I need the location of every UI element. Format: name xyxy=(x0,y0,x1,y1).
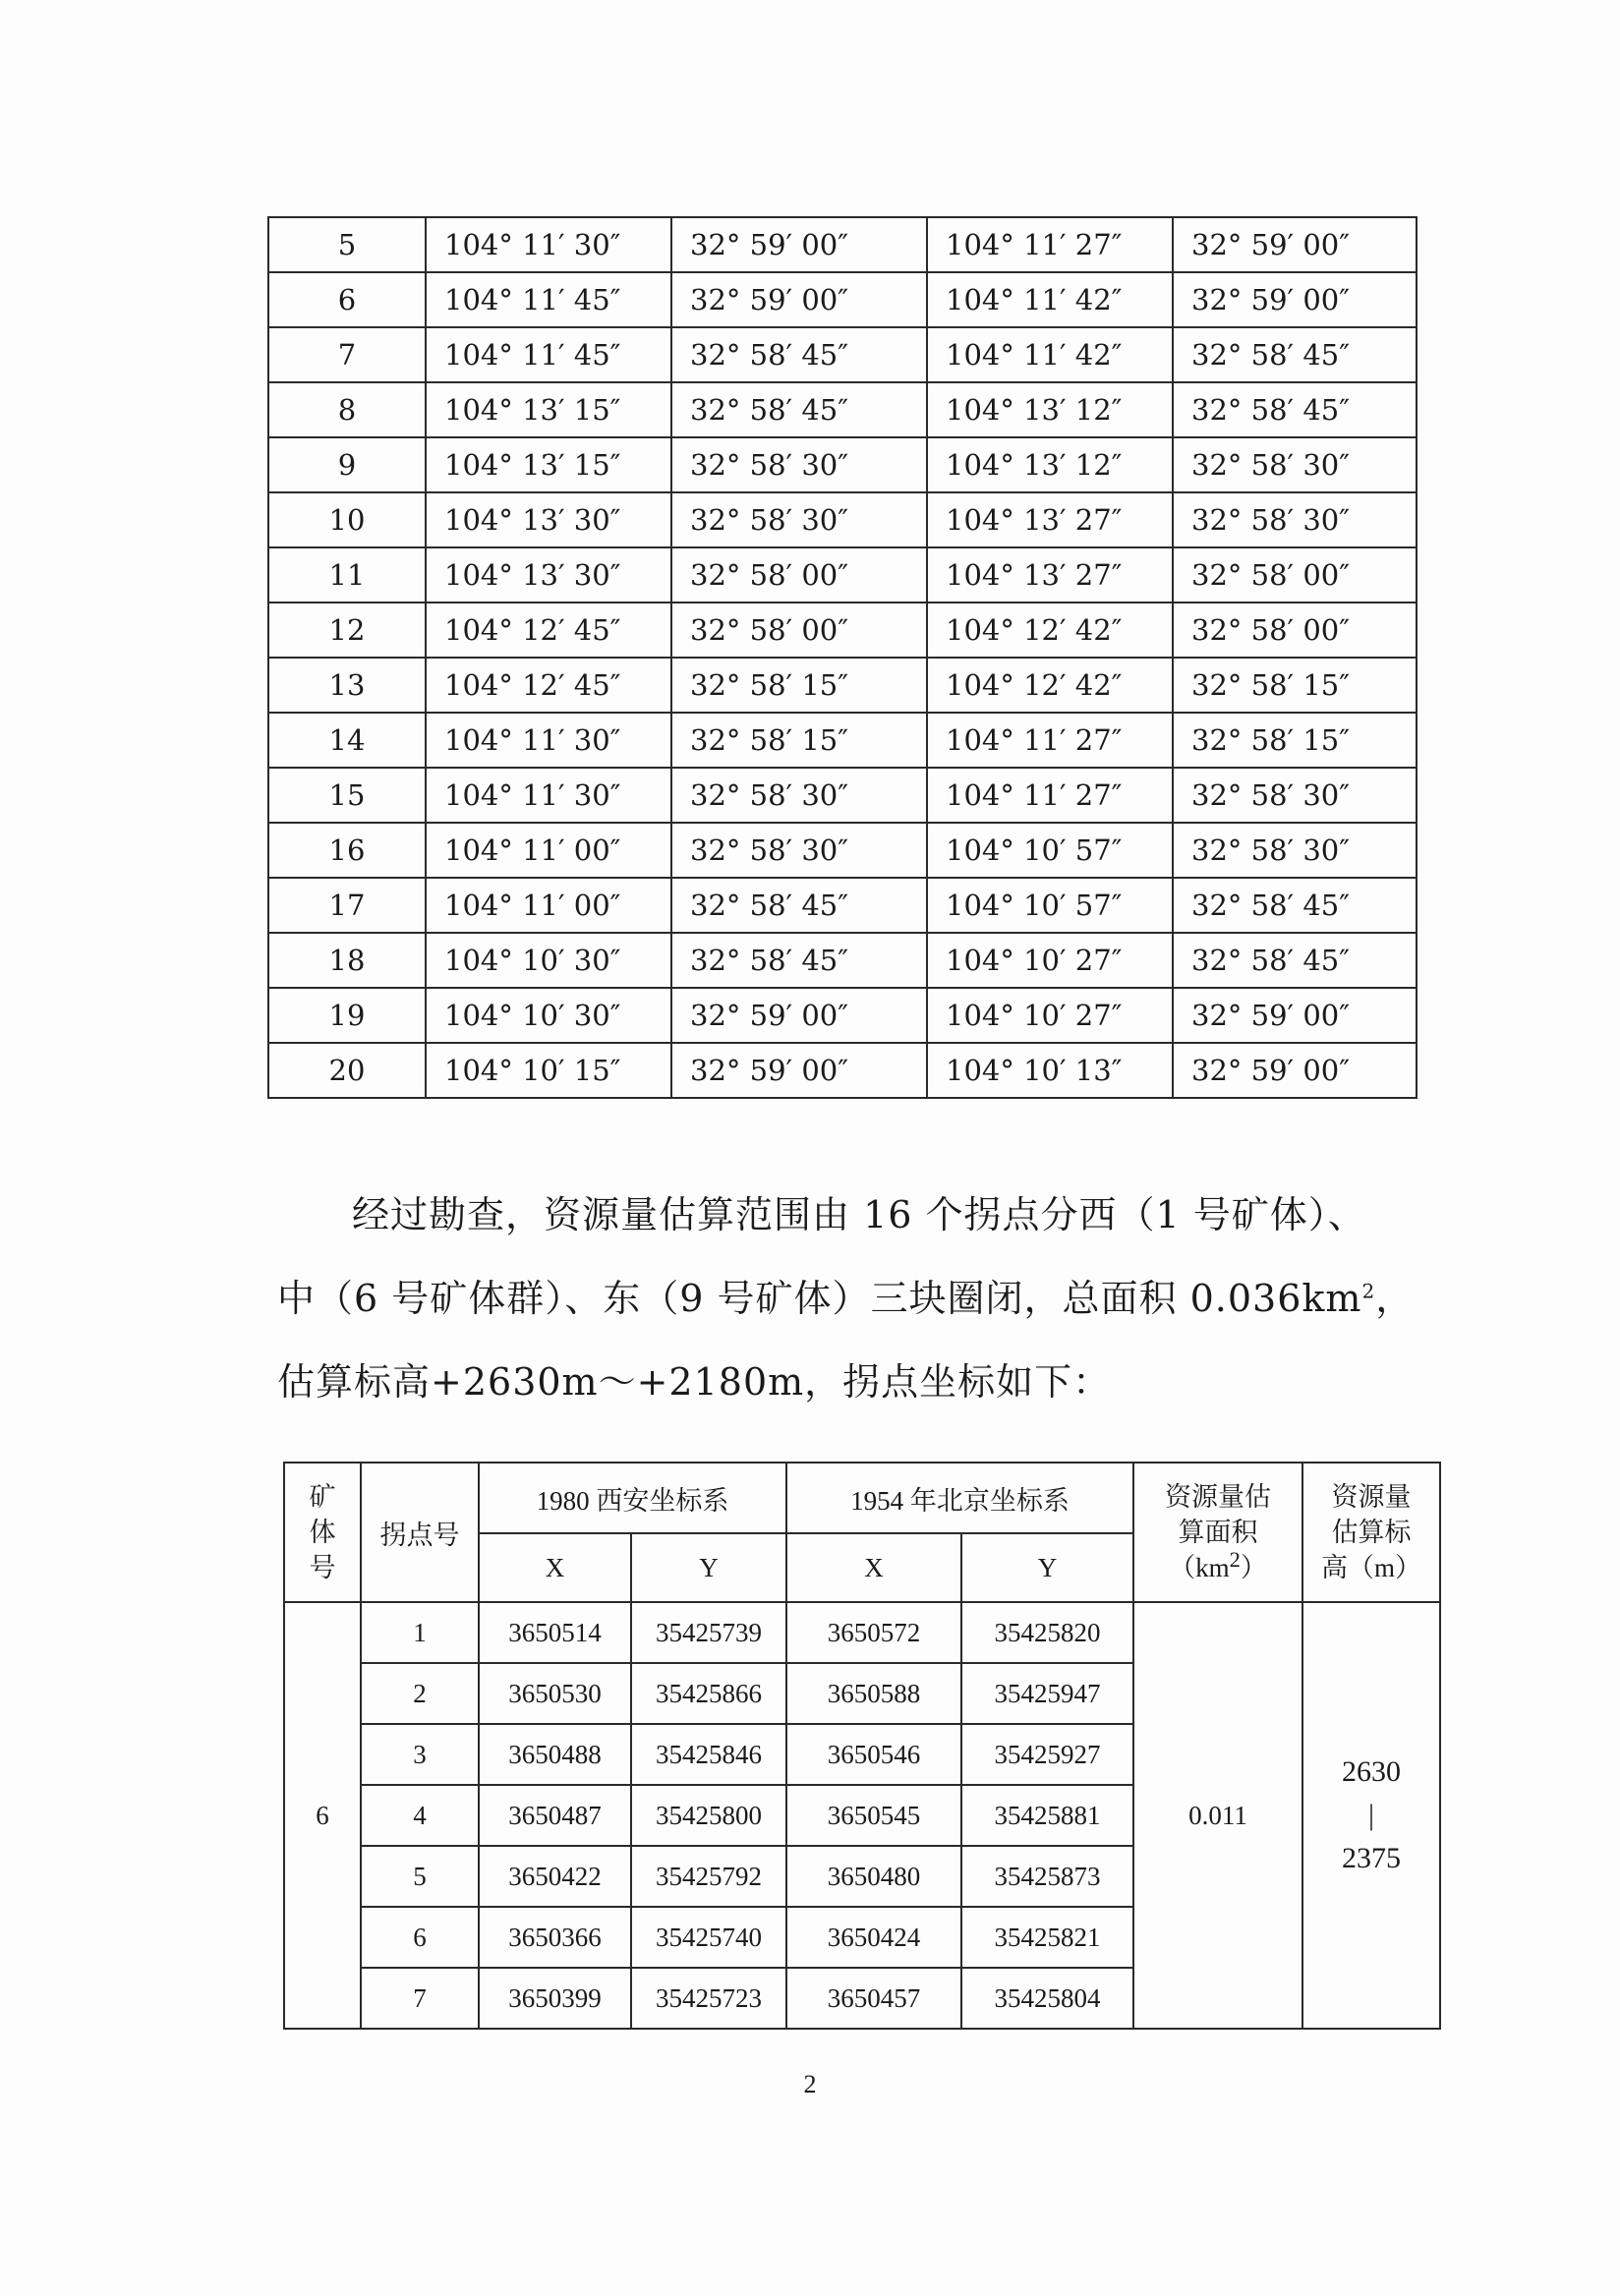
coordinate-cell: 32° 58′ 45″ xyxy=(671,327,927,382)
elevation-range-cell xyxy=(1302,1602,1440,2029)
coordinate-cell: 35425792 xyxy=(631,1846,786,1907)
point-number-cell: 4 xyxy=(361,1785,479,1846)
coordinate-cell: 104° 13′ 15″ xyxy=(426,437,671,492)
corner-coordinates-table xyxy=(267,216,1418,1099)
paragraph-line-1: 经过勘查，资源量估算范围由 16 个拐点分西（1 号矿体）、 xyxy=(352,1193,1366,1236)
point-number-cell: 8 xyxy=(268,382,426,437)
header-area-1: 资源量估 xyxy=(1165,1482,1271,1512)
coordinate-cell: 32° 58′ 30″ xyxy=(671,437,927,492)
coordinate-cell: 104° 13′ 12″ xyxy=(927,382,1173,437)
header-area-unit: （km xyxy=(1169,1553,1230,1582)
header-x-1954: X xyxy=(786,1533,961,1602)
coordinate-cell: 3650545 xyxy=(786,1785,961,1846)
header-area xyxy=(1133,1463,1302,1602)
coordinate-cell: 104° 10′ 27″ xyxy=(927,988,1173,1043)
table-row xyxy=(268,327,1417,382)
elevation-separator: | xyxy=(1367,1799,1374,1831)
point-number-cell: 5 xyxy=(361,1846,479,1907)
coordinate-cell: 3650514 xyxy=(479,1602,631,1663)
coordinate-cell: 3650488 xyxy=(479,1724,631,1785)
table-row xyxy=(268,933,1417,988)
coordinate-cell: 35425739 xyxy=(631,1602,786,1663)
coordinate-cell: 32° 58′ 45″ xyxy=(1173,933,1417,988)
coordinate-cell: 104° 12′ 45″ xyxy=(426,603,671,658)
coordinate-cell: 104° 11′ 27″ xyxy=(927,713,1173,768)
table-row xyxy=(284,1602,1440,1663)
coordinate-cell: 104° 11′ 42″ xyxy=(927,327,1173,382)
paragraph-line-2 xyxy=(277,1268,1457,1322)
coordinate-cell: 35425873 xyxy=(961,1846,1133,1907)
coordinate-cell: 3650366 xyxy=(479,1907,631,1968)
header-elevation-3: 高（m） xyxy=(1320,1553,1421,1582)
header-xian-1980: 1980 西安坐标系 xyxy=(479,1463,786,1533)
coordinate-cell: 104° 10′ 30″ xyxy=(426,933,671,988)
area-value-cell: 0.011 xyxy=(1133,1602,1302,2029)
table-row xyxy=(268,713,1417,768)
coordinate-cell: 104° 10′ 13″ xyxy=(927,1043,1173,1098)
coordinate-cell: 32° 58′ 00″ xyxy=(671,603,927,658)
coordinate-cell: 104° 10′ 27″ xyxy=(927,933,1173,988)
coordinate-cell: 32° 58′ 45″ xyxy=(671,878,927,933)
header-ore-body xyxy=(284,1463,361,1602)
ore-body-coordinates-body xyxy=(284,1463,1440,2029)
table-row xyxy=(268,768,1417,823)
coordinate-cell: 32° 58′ 45″ xyxy=(1173,327,1417,382)
coordinate-cell: 32° 58′ 45″ xyxy=(1173,878,1417,933)
coordinate-cell: 3650457 xyxy=(786,1968,961,2029)
page-number: 2 xyxy=(803,2070,817,2098)
header-ore-body-3: 号 xyxy=(309,1553,336,1582)
coordinate-cell: 35425927 xyxy=(961,1724,1133,1785)
coordinate-cell: 32° 59′ 00″ xyxy=(1173,988,1417,1043)
coordinate-cell: 104° 11′ 45″ xyxy=(426,272,671,327)
point-number-cell: 2 xyxy=(361,1663,479,1724)
coordinate-cell: 104° 13′ 30″ xyxy=(426,547,671,603)
coordinate-cell: 104° 11′ 00″ xyxy=(426,823,671,878)
coordinate-cell: 104° 11′ 30″ xyxy=(426,713,671,768)
table-row xyxy=(268,437,1417,492)
point-number-cell: 19 xyxy=(268,988,426,1043)
coordinate-cell: 32° 58′ 15″ xyxy=(671,713,927,768)
coordinate-cell: 3650530 xyxy=(479,1663,631,1724)
paragraph-line-2-end: ， xyxy=(1375,1277,1415,1320)
coordinate-cell: 104° 11′ 30″ xyxy=(426,768,671,823)
coordinate-cell: 104° 13′ 15″ xyxy=(426,382,671,437)
coordinate-cell: 104° 13′ 30″ xyxy=(426,492,671,547)
coordinate-cell: 32° 58′ 30″ xyxy=(1173,492,1417,547)
coordinate-cell: 35425820 xyxy=(961,1602,1133,1663)
ore-body-coordinates-table xyxy=(283,1462,1441,2030)
coordinate-cell: 3650422 xyxy=(479,1846,631,1907)
point-number-cell: 6 xyxy=(268,272,426,327)
point-number-cell: 16 xyxy=(268,823,426,878)
header-elevation-2: 估算标 xyxy=(1331,1518,1412,1547)
point-number-cell: 13 xyxy=(268,658,426,713)
coordinate-cell: 104° 13′ 12″ xyxy=(927,437,1173,492)
coordinate-cell: 35425881 xyxy=(961,1785,1133,1846)
coordinate-cell: 32° 59′ 00″ xyxy=(671,272,927,327)
area-superscript: 2 xyxy=(1361,1279,1376,1303)
coordinate-cell: 35425947 xyxy=(961,1663,1133,1724)
point-number-cell: 15 xyxy=(268,768,426,823)
coordinate-cell: 3650480 xyxy=(786,1846,961,1907)
coordinate-cell: 32° 58′ 15″ xyxy=(1173,658,1417,713)
elevation-top: 2630 xyxy=(1342,1755,1401,1788)
coordinate-cell: 32° 59′ 00″ xyxy=(671,1043,927,1098)
ore-body-id-cell: 6 xyxy=(284,1602,361,2029)
coordinate-cell: 32° 58′ 00″ xyxy=(671,547,927,603)
coordinate-cell: 32° 58′ 15″ xyxy=(671,658,927,713)
coordinate-cell: 104° 11′ 30″ xyxy=(426,217,671,272)
coordinate-cell: 32° 58′ 00″ xyxy=(1173,603,1417,658)
elevation-bottom: 2375 xyxy=(1342,1842,1401,1874)
coordinate-cell: 104° 10′ 57″ xyxy=(927,878,1173,933)
table-row xyxy=(268,988,1417,1043)
coordinate-cell: 35425846 xyxy=(631,1724,786,1785)
coordinate-cell: 104° 12′ 42″ xyxy=(927,658,1173,713)
coordinate-cell: 32° 58′ 15″ xyxy=(1173,713,1417,768)
coordinate-cell: 104° 11′ 42″ xyxy=(927,272,1173,327)
coordinate-cell: 32° 58′ 00″ xyxy=(1173,547,1417,603)
coordinate-cell: 32° 58′ 30″ xyxy=(671,823,927,878)
point-number-cell: 20 xyxy=(268,1043,426,1098)
coordinate-cell: 104° 10′ 30″ xyxy=(426,988,671,1043)
coordinate-cell: 3650399 xyxy=(479,1968,631,2029)
coordinate-cell: 32° 59′ 00″ xyxy=(1173,1043,1417,1098)
header-y-1954: Y xyxy=(961,1533,1133,1602)
header-point-no: 拐点号 xyxy=(361,1463,479,1602)
coordinate-cell: 104° 10′ 57″ xyxy=(927,823,1173,878)
coordinate-cell: 35425800 xyxy=(631,1785,786,1846)
header-area-2: 算面积 xyxy=(1178,1518,1258,1547)
coordinate-cell: 32° 58′ 30″ xyxy=(671,492,927,547)
coordinate-cell: 35425723 xyxy=(631,1968,786,2029)
paragraph-line-3: 估算标高+2630m～+2180m，拐点坐标如下： xyxy=(277,1360,1112,1404)
coordinate-cell: 3650588 xyxy=(786,1663,961,1724)
coordinate-cell: 35425866 xyxy=(631,1663,786,1724)
table-row xyxy=(268,603,1417,658)
coordinate-cell: 32° 59′ 00″ xyxy=(1173,272,1417,327)
point-number-cell: 3 xyxy=(361,1724,479,1785)
paragraph-line-2-text: 中（6 号矿体群）、东（9 号矿体）三块圈闭，总面积 0.036km xyxy=(277,1277,1362,1320)
point-number-cell: 17 xyxy=(268,878,426,933)
header-ore-body-1: 矿 xyxy=(309,1482,336,1512)
coordinate-cell: 3650546 xyxy=(786,1724,961,1785)
point-number-cell: 9 xyxy=(268,437,426,492)
header-elevation-1: 资源量 xyxy=(1331,1482,1412,1512)
coordinate-cell: 32° 58′ 30″ xyxy=(671,768,927,823)
header-elevation xyxy=(1302,1463,1440,1602)
table-row xyxy=(268,272,1417,327)
point-number-cell: 5 xyxy=(268,217,426,272)
table-row xyxy=(268,658,1417,713)
point-number-cell: 11 xyxy=(268,547,426,603)
table-row xyxy=(268,217,1417,272)
point-number-cell: 7 xyxy=(361,1968,479,2029)
coordinate-cell: 104° 11′ 27″ xyxy=(927,768,1173,823)
point-number-cell: 6 xyxy=(361,1907,479,1968)
point-number-cell: 14 xyxy=(268,713,426,768)
coordinate-cell: 32° 58′ 30″ xyxy=(1173,437,1417,492)
coordinate-cell: 104° 13′ 27″ xyxy=(927,547,1173,603)
coordinate-cell: 3650424 xyxy=(786,1907,961,1968)
coordinate-cell: 104° 12′ 45″ xyxy=(426,658,671,713)
table-row xyxy=(268,547,1417,603)
header-area-unit-end: ） xyxy=(1240,1553,1267,1582)
table-row xyxy=(268,382,1417,437)
coordinate-cell: 32° 58′ 45″ xyxy=(671,933,927,988)
coordinate-cell: 32° 59′ 00″ xyxy=(671,988,927,1043)
table-row xyxy=(268,878,1417,933)
table-row xyxy=(268,823,1417,878)
corner-coordinates-body xyxy=(268,217,1417,1098)
coordinate-cell: 32° 59′ 00″ xyxy=(671,217,927,272)
coordinate-cell: 104° 10′ 15″ xyxy=(426,1043,671,1098)
coordinate-cell: 32° 58′ 45″ xyxy=(1173,382,1417,437)
header-ore-body-2: 体 xyxy=(309,1518,336,1547)
header-y-1980: Y xyxy=(631,1533,786,1602)
header-beijing-1954: 1954 年北京坐标系 xyxy=(786,1463,1133,1533)
point-number-cell: 1 xyxy=(361,1602,479,1663)
coordinate-cell: 104° 12′ 42″ xyxy=(927,603,1173,658)
table-row xyxy=(268,1043,1417,1098)
coordinate-cell: 35425804 xyxy=(961,1968,1133,2029)
header-area-unit-sup: 2 xyxy=(1229,1547,1241,1572)
coordinate-cell: 32° 58′ 45″ xyxy=(671,382,927,437)
table-row xyxy=(268,492,1417,547)
coordinate-cell: 35425821 xyxy=(961,1907,1133,1968)
coordinate-cell: 35425740 xyxy=(631,1907,786,1968)
coordinate-cell: 32° 59′ 00″ xyxy=(1173,217,1417,272)
coordinate-cell: 32° 58′ 30″ xyxy=(1173,823,1417,878)
coordinate-cell: 104° 11′ 27″ xyxy=(927,217,1173,272)
point-number-cell: 12 xyxy=(268,603,426,658)
coordinate-cell: 3650572 xyxy=(786,1602,961,1663)
coordinate-cell: 3650487 xyxy=(479,1785,631,1846)
point-number-cell: 18 xyxy=(268,933,426,988)
point-number-cell: 7 xyxy=(268,327,426,382)
point-number-cell: 10 xyxy=(268,492,426,547)
coordinate-cell: 104° 11′ 00″ xyxy=(426,878,671,933)
coordinate-cell: 104° 13′ 27″ xyxy=(927,492,1173,547)
header-x-1980: X xyxy=(479,1533,631,1602)
coordinate-cell: 104° 11′ 45″ xyxy=(426,327,671,382)
coordinate-cell: 32° 58′ 30″ xyxy=(1173,768,1417,823)
